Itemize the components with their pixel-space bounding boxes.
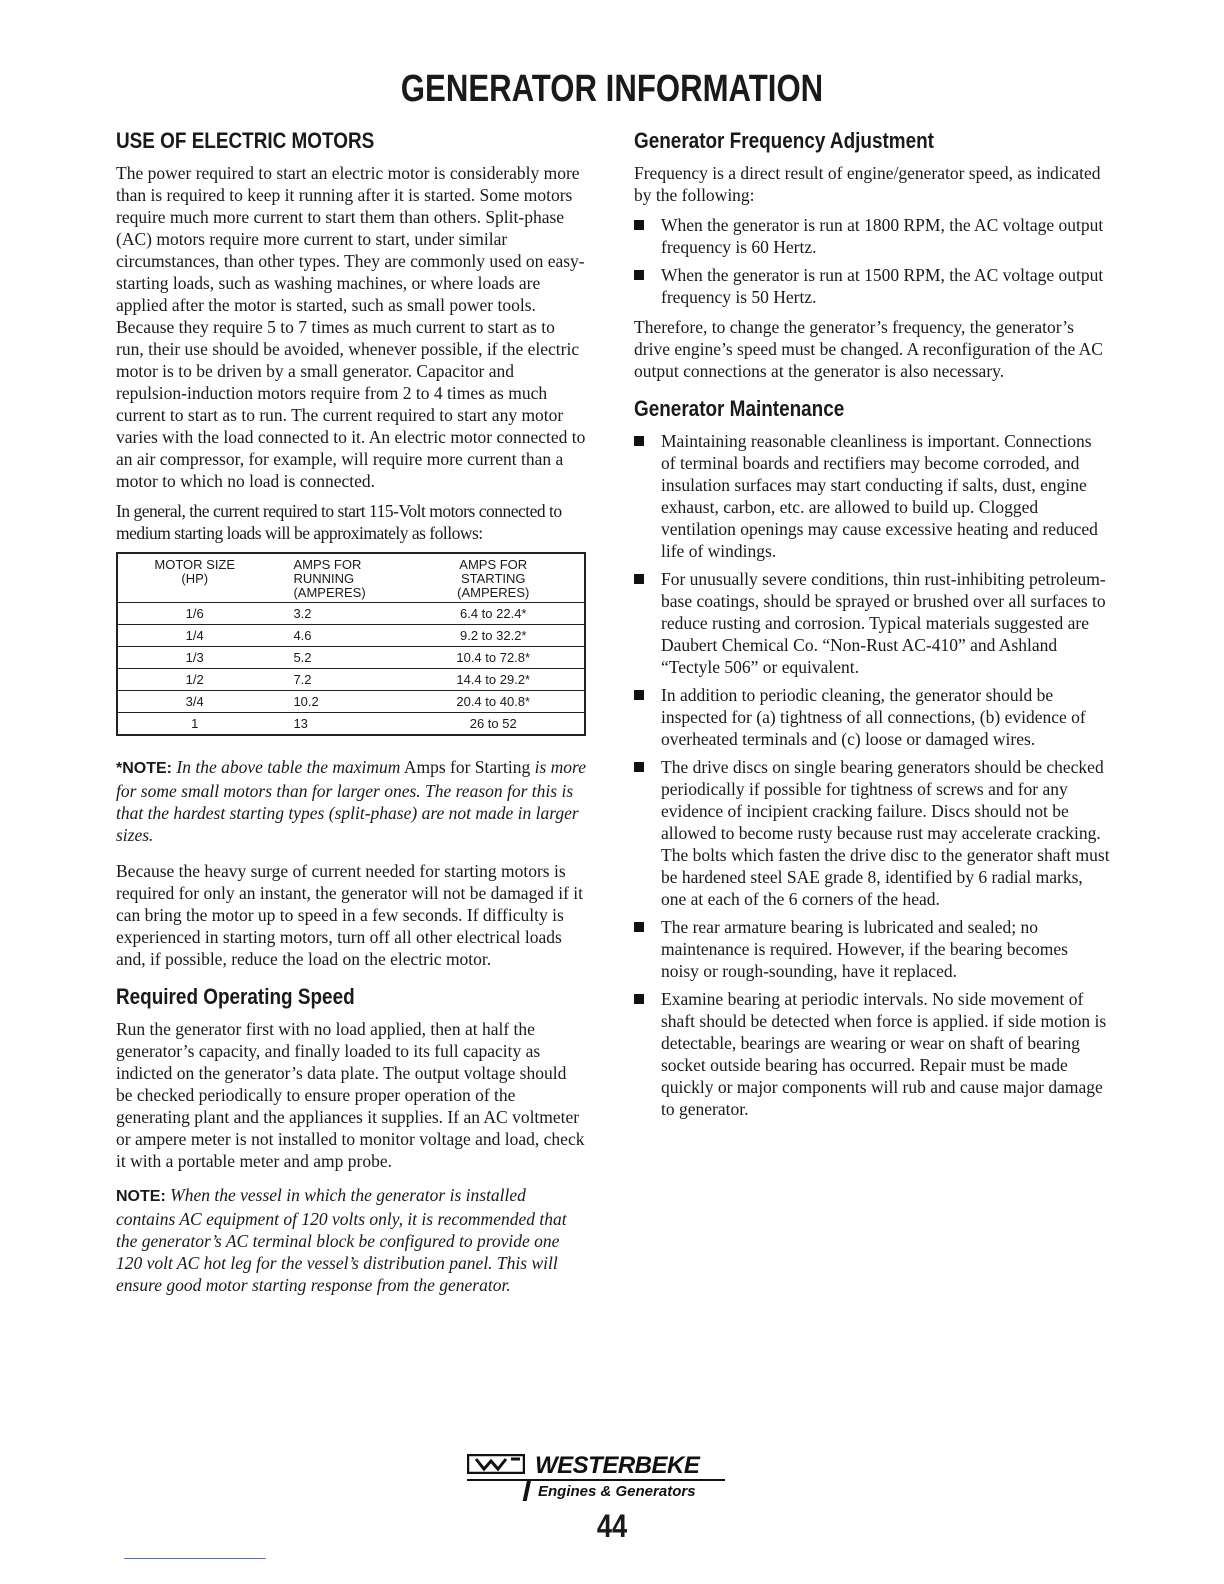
cell-motor-size: 1 xyxy=(191,716,199,731)
header-line: (AMPERES) xyxy=(457,585,530,600)
footer-divider xyxy=(124,1558,266,1559)
bullet-square-icon xyxy=(634,574,644,584)
bullet-square-icon xyxy=(634,922,644,932)
cell-amps-running: 10.2 xyxy=(271,691,402,713)
section-heading-electric-motors: USE OF ELECTRIC MOTORS xyxy=(116,128,375,153)
bullet-square-icon xyxy=(634,994,644,1004)
page-title: GENERATOR INFORMATION xyxy=(400,68,824,110)
table-header-amps-running xyxy=(271,553,402,603)
cell-amps-starting: 14.4 to 29.2* xyxy=(402,669,585,691)
header-line: MOTOR SIZE xyxy=(154,557,236,572)
section-heading-operating-speed: Required Operating Speed xyxy=(116,984,355,1009)
list-item xyxy=(634,916,1110,982)
note-text-3: is more for some small motors than for larger ones. The reason for this is that the hardest starting types (split-phase) are not made in larger sizes. xyxy=(116,757,586,845)
maintenance-list xyxy=(634,430,1110,1120)
note-text-1: In the above table the maximum xyxy=(176,757,401,777)
list-item-text: When the generator is run at 1800 RPM, the AC voltage output frequency is 60 Hertz. xyxy=(661,215,1104,257)
note-text-2: Amps for Starting xyxy=(403,757,531,777)
cell-amps-running: 13 xyxy=(293,716,308,731)
paragraph-motors-general: In general, the current required to start 115-Volt motors connected to medium starting loads will be approximately as follows: xyxy=(116,501,562,543)
cell-amps-running: 4.6 xyxy=(271,625,402,647)
paragraph-operating-speed: Run the generator first with no load applied, then at half the generator’s capacity, and finally loaded to its full capacity as indicted on the generator’s data plate. The output voltage should be checked periodically to ensure proper operation of the generating plant and the appliances it supplies. If an AC voltmeter or ampere meter is not installed to monitor voltage and load, check it with a portable meter and amp probe. xyxy=(116,1019,585,1171)
cell-amps-starting: 6.4 to 22.4* xyxy=(402,603,585,625)
header-line: AMPS FOR xyxy=(293,557,362,572)
cell-amps-running: 7.2 xyxy=(271,669,402,691)
table-row xyxy=(117,713,585,736)
cell-motor-size: 1/2 xyxy=(117,669,271,691)
list-item xyxy=(634,264,1110,308)
list-item xyxy=(634,568,1110,678)
cell-amps-running: 5.2 xyxy=(271,647,402,669)
header-line: (AMPERES) xyxy=(293,585,366,600)
paragraph-frequency-outro: Therefore, to change the generator’s frequency, the generator’s drive engine’s speed must be changed. A reconfiguration of the AC output connections at the generator is also necessary. xyxy=(634,317,1103,381)
note-text: When the vessel in which the generator is installed contains AC equipment of 120 volts only, it is recommended that the generator’s AC terminal block be configured to provide one 120 volt AC hot leg for the vessel’s distribution panel. This will ensure good motor starting response from the generator. xyxy=(116,1185,567,1295)
frequency-list xyxy=(634,214,1110,308)
list-item xyxy=(634,430,1110,562)
header-line: RUNNING xyxy=(293,571,355,586)
bullet-square-icon xyxy=(634,762,644,772)
list-item-text: In addition to periodic cleaning, the generator should be inspected for (a) tightness of all connections, (b) evidence of overheated terminals and (c) loose or damaged wires. xyxy=(661,685,1086,749)
list-item-text: When the generator is run at 1500 RPM, the AC voltage output frequency is 50 Hertz. xyxy=(661,265,1104,307)
list-item-text: The rear armature bearing is lubricated and sealed; no maintenance is required. However, if the bearing becomes noisy or rough-sounding, have it replaced. xyxy=(661,917,1068,981)
cell-amps-starting: 9.2 to 32.2* xyxy=(402,625,585,647)
vessel-note xyxy=(116,1184,586,1296)
westerbeke-w-logo-icon xyxy=(467,1454,525,1474)
table-row xyxy=(117,669,585,691)
table-header-amps-starting xyxy=(402,553,585,603)
left-column xyxy=(116,128,586,1310)
logo-underline xyxy=(467,1479,725,1481)
table-row xyxy=(117,625,585,647)
brand-tagline: Engines & Generators xyxy=(538,1483,696,1500)
cell-motor-size: 3/4 xyxy=(117,691,271,713)
list-item-text: Examine bearing at periodic intervals. No side movement of shaft should be detected when force is applied. if side motion is detectable, bearings are wearing or wear on shaft of bearing socket outside bearing has occurred. Repair must be made quickly or major components will rub and cause major damage to generator. xyxy=(661,989,1107,1119)
page-number: 44 xyxy=(596,1508,628,1544)
list-item-text: For unusually severe conditions, thin rust-inhibiting petroleum-base coatings, should be sprayed or brushed over all surfaces to reduce rusting and corrosion. Typical materials suggested are Daubert Chemical Co. “Non-Rust AC-410” and Ashland “Tectyle 506” or equivalent. xyxy=(661,569,1106,677)
cell-motor-size: 1/4 xyxy=(117,625,271,647)
cell-amps-running: 3.2 xyxy=(271,603,402,625)
motor-amps-table xyxy=(116,552,586,736)
note-label: *NOTE: xyxy=(116,760,172,777)
header-line: AMPS FOR xyxy=(459,557,528,572)
table-note xyxy=(116,756,586,846)
header-line: STARTING xyxy=(460,571,526,586)
bullet-square-icon xyxy=(634,436,644,446)
cell-amps-starting: 20.4 to 40.8* xyxy=(402,691,585,713)
list-item-text: The drive discs on single bearing generators should be checked periodically if possible for tightness of screws and for any evidence of incipient cracking failure. Discs should not be allowed to become rusty because rust may accelerate cracking. The bolts which fasten the drive disc to the generator shaft must be hardened steel SAE grade 8, identified by 6 radial marks, one at each of the 6 corners of the head. xyxy=(661,757,1110,909)
note-label: NOTE: xyxy=(116,1188,166,1205)
cell-amps-starting: 26 to 52 xyxy=(469,716,517,731)
table-row xyxy=(117,603,585,625)
table-row xyxy=(117,647,585,669)
header-line: (HP) xyxy=(181,571,209,586)
brand-name: WESTERBEKE xyxy=(535,1452,700,1479)
table-row xyxy=(117,691,585,713)
list-item xyxy=(634,756,1110,910)
logo-post xyxy=(523,1479,532,1501)
section-heading-frequency: Generator Frequency Adjustment xyxy=(634,128,934,153)
paragraph-starting-surge: Because the heavy surge of current needed for starting motors is required for only an instant, the generator will not be damaged if it can bring the motor up to speed in a few seconds. If difficulty is experienced in starting motors, turn off all other electrical loads and, if possible, reduce the load on the electric motor. xyxy=(116,861,584,969)
cell-amps-starting: 10.4 to 72.8* xyxy=(402,647,585,669)
table-header-row xyxy=(117,553,585,603)
cell-motor-size: 1/3 xyxy=(117,647,271,669)
paragraph-motors-intro: The power required to start an electric motor is considerably more than is required to keep it running after it is started. Some motors require much more current to start them than others. Split-phase (AC) motors require more current to start, under similar circumstances, than other types. They are commonly used on easy-starting loads, such as washing machines, or where loads are applied after the motor is started, such as small power tools. Because they require 5 to 7 times as much current to start as to run, their use should be avoided, whenever possible, if the electric motor is to be driven by a small generator. Capacitor and repulsion-induction motors require from 2 to 4 times as much current to start as to run. The current required to start any motor varies with the load connected to it. An electric motor connected to an air compressor, for example, will require more current than a motor to which no load is connected. xyxy=(116,163,586,491)
list-item xyxy=(634,214,1110,258)
bullet-square-icon xyxy=(634,220,644,230)
right-column xyxy=(634,128,1110,1128)
list-item xyxy=(634,988,1110,1120)
bullet-square-icon xyxy=(634,270,644,280)
bullet-square-icon xyxy=(634,690,644,700)
paragraph-frequency-intro: Frequency is a direct result of engine/generator speed, as indicated by the following: xyxy=(634,163,1101,205)
table-header-motor-size xyxy=(117,553,271,603)
cell-motor-size: 1/6 xyxy=(117,603,271,625)
brand-logo xyxy=(467,1452,757,1512)
list-item-text: Maintaining reasonable cleanliness is important. Connections of terminal boards and rectifiers may become corroded, and insulation surfaces may start conducting if salts, dust, engine exhaust, carbon, etc. are allowed to build up. Clogged ventilation openings may cause excessive heating and reduced life of windings. xyxy=(661,431,1098,561)
section-heading-maintenance: Generator Maintenance xyxy=(634,396,845,421)
list-item xyxy=(634,684,1110,750)
